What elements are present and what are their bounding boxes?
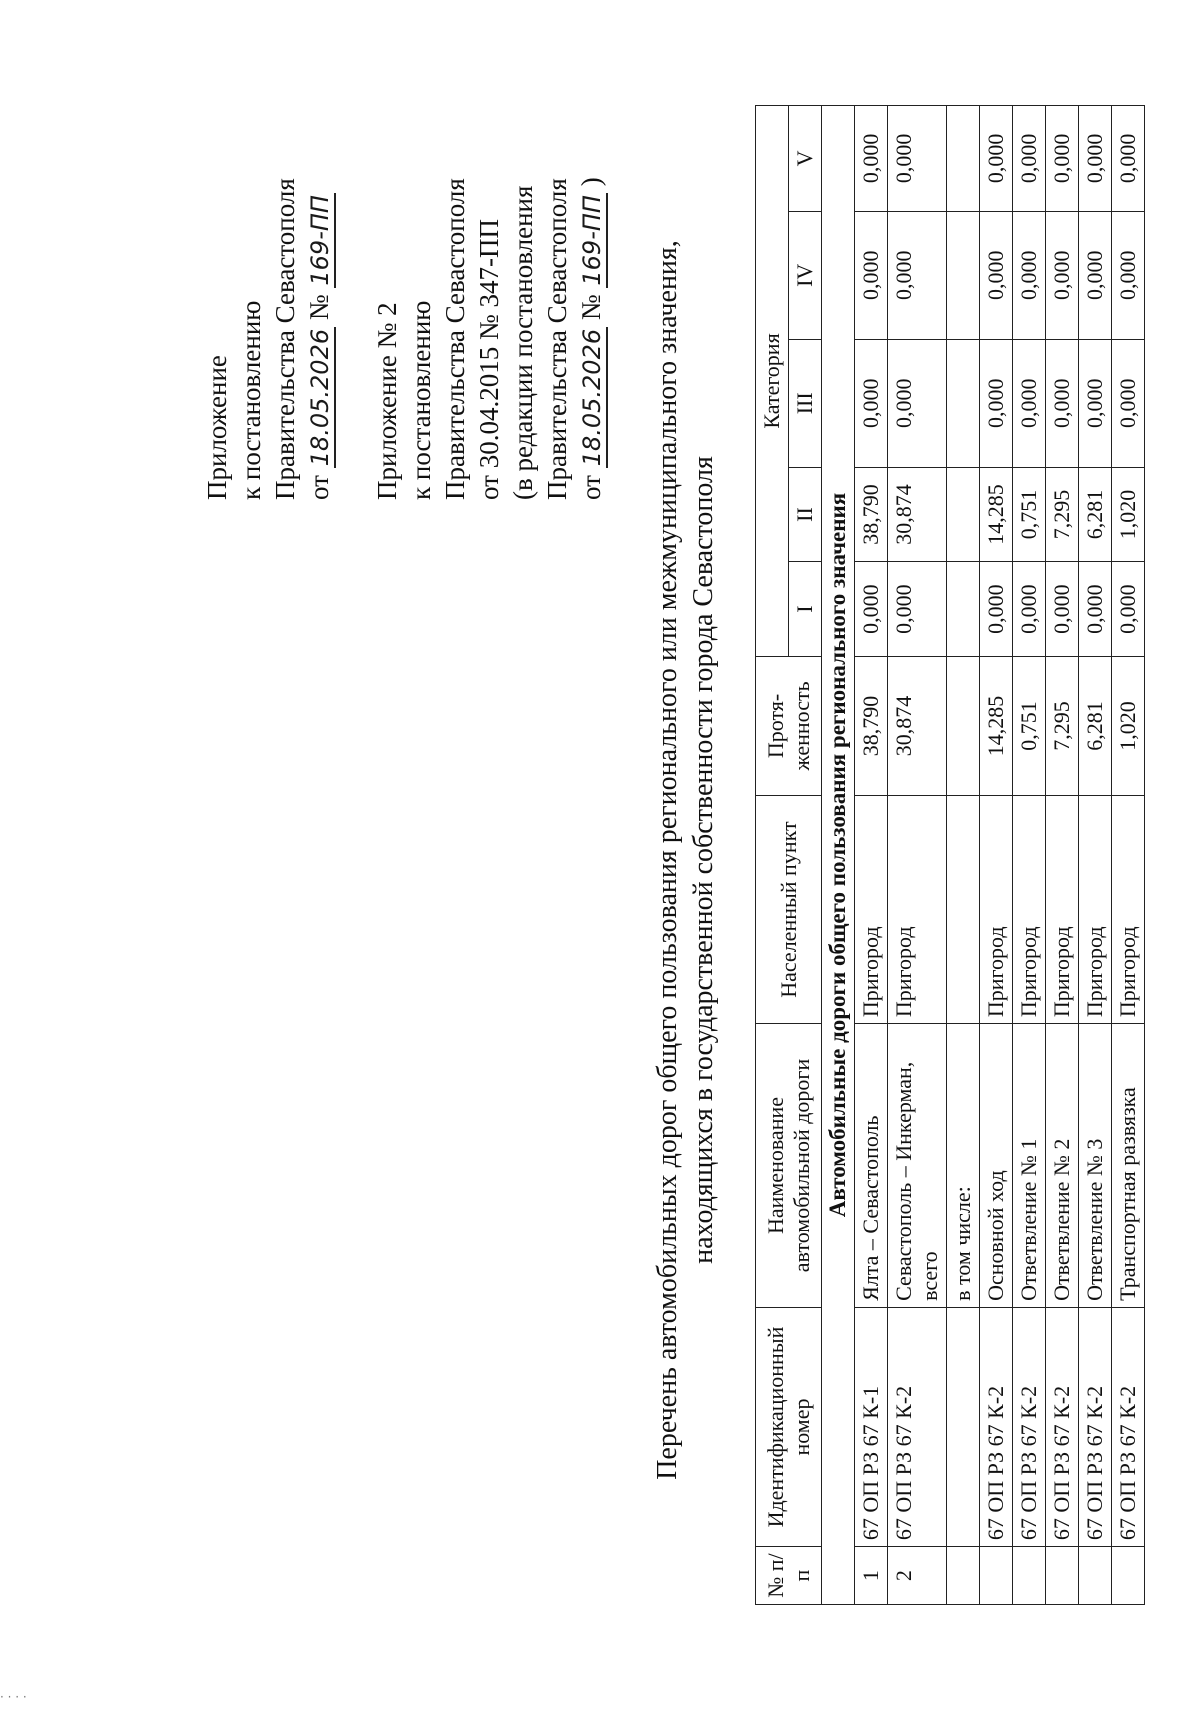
- cell-length: 38,790: [855, 656, 888, 795]
- title-line1: Перечень автомобильных дорог общего пользования регионального или межмуниципального значения,: [652, 240, 683, 1480]
- cell-no: [1079, 1547, 1112, 1605]
- table-header-row: [756, 106, 789, 1605]
- appendix2-line6: Правительства Севастополя: [542, 178, 572, 500]
- cell-length: 0,751: [1013, 656, 1046, 795]
- cell-no: 2: [888, 1547, 947, 1605]
- cell-length: 7,295: [1046, 656, 1079, 795]
- cell-c1: 0,000: [1112, 562, 1145, 657]
- cell-c4: 0,000: [888, 211, 947, 339]
- cell-no: [1046, 1547, 1079, 1605]
- appendix1-line3: Правительства Севастополя: [270, 178, 300, 500]
- table-row: [947, 106, 980, 1605]
- appendix2-date-line: [574, 80, 608, 500]
- cell-name: Транспортная развязка: [1112, 1024, 1145, 1308]
- cell-c5: 0,000: [855, 106, 888, 212]
- cell-c4: 0,000: [980, 211, 1013, 339]
- cell-c1: 0,000: [1046, 562, 1079, 657]
- cell-name: Ответвление № 1: [1013, 1024, 1046, 1308]
- appendix1-handwritten-number: 169-ПП: [306, 195, 334, 286]
- cell-locality: Пригород: [980, 796, 1013, 1024]
- cell-no: 1: [855, 1547, 888, 1605]
- roads-table: [755, 105, 1145, 1605]
- cell-length: 1,020: [1112, 656, 1145, 795]
- cell-c4: 0,000: [1079, 211, 1112, 339]
- cell-c2: 30,874: [888, 467, 947, 562]
- appendix-header: [200, 80, 608, 500]
- cell-c4: 0,000: [855, 211, 888, 339]
- cell-c1: 0,000: [1013, 562, 1046, 657]
- appendix2-line5: (в редакции постановления: [508, 185, 538, 500]
- cell-c3: 0,000: [1013, 339, 1046, 467]
- cell-no: [1112, 1547, 1145, 1605]
- appendix2-handwritten-number: 169-ПП: [578, 195, 606, 286]
- cell-id: 67 ОП РЗ 67 К-2: [1079, 1307, 1112, 1546]
- cell-c3: 0,000: [1112, 339, 1145, 467]
- cell-locality: Пригород: [1013, 796, 1046, 1024]
- cell-locality: Пригород: [1112, 796, 1145, 1024]
- cell-c2: 7,295: [1046, 467, 1079, 562]
- scan-mark: · · · ·: [0, 1690, 27, 1704]
- cell-name: Ответвление № 3: [1079, 1024, 1112, 1308]
- table-row: [1079, 106, 1112, 1605]
- cell-c2: 6,281: [1079, 467, 1112, 562]
- header-cat-2: II: [789, 467, 822, 562]
- cell-c2: 14,285: [980, 467, 1013, 562]
- cell-id: 67 ОП РЗ 67 К-2: [980, 1307, 1013, 1546]
- cell-c4: 0,000: [1046, 211, 1079, 339]
- table-row: [1112, 106, 1145, 1605]
- cell-c3: 0,000: [855, 339, 888, 467]
- cell-c5: 0,000: [980, 106, 1013, 212]
- appendix1-handwritten-date: 18.05.2026: [306, 328, 334, 467]
- cell-id: 67 ОП РЗ 67 К-2: [1112, 1307, 1145, 1546]
- appendix2-num-prefix: №: [576, 294, 606, 321]
- appendix2-line2: к постановлению: [406, 300, 436, 500]
- cell-c3: 0,000: [980, 339, 1013, 467]
- title-line2: находящихся в государственной собственности города Севастополя: [688, 456, 719, 1264]
- cell-locality: Пригород: [888, 796, 947, 1024]
- cell-c5: 0,000: [1112, 106, 1145, 212]
- cell-no: [947, 1547, 980, 1605]
- cell-length: 30,874: [888, 656, 947, 795]
- header-length: Протя- женность: [756, 656, 822, 795]
- cell-c2: 0,751: [1013, 467, 1046, 562]
- table-row: [888, 106, 947, 1605]
- cell-c4: 0,000: [1112, 211, 1145, 339]
- cell-id: 67 ОП РЗ 67 К-2: [1046, 1307, 1079, 1546]
- cell-c3: [947, 339, 980, 467]
- cell-locality: [947, 796, 980, 1024]
- cell-c2: [947, 467, 980, 562]
- cell-no: [1013, 1547, 1046, 1605]
- cell-name: Ответвление № 2: [1046, 1024, 1079, 1308]
- appendix2-handwritten-date: 18.05.2026: [578, 328, 606, 467]
- cell-c5: [947, 106, 980, 212]
- cell-name: Ялта – Севастополь: [855, 1024, 888, 1308]
- appendix1-line1: Приложение: [202, 355, 232, 500]
- appendix2-line3: Правительства Севастополя: [440, 178, 470, 500]
- cell-id: 67 ОП РЗ 67 К-2: [888, 1307, 947, 1546]
- table-row: [980, 106, 1013, 1605]
- section-title: Автомобильные дороги общего пользования регионального значения: [822, 106, 855, 1605]
- cell-c5: 0,000: [1046, 106, 1079, 212]
- cell-c5: 0,000: [1013, 106, 1046, 212]
- cell-no: [980, 1547, 1013, 1605]
- cell-name: Севастополь – Инкерман, всего: [888, 1024, 947, 1308]
- appendix2-line1: Приложение № 2: [372, 302, 402, 500]
- header-cat-3: III: [789, 339, 822, 467]
- cell-c2: 38,790: [855, 467, 888, 562]
- appendix1-date-prefix: от: [304, 475, 334, 500]
- cell-id: [947, 1307, 980, 1546]
- cell-c4: [947, 211, 980, 339]
- appendix2-date-prefix: от: [576, 475, 606, 500]
- table-row: [855, 106, 888, 1605]
- header-id: Идентификационный номер: [756, 1307, 822, 1546]
- cell-c3: 0,000: [1046, 339, 1079, 467]
- document-title: [650, 105, 722, 1615]
- cell-c5: 0,000: [1079, 106, 1112, 212]
- header-locality: Населенный пункт: [756, 796, 822, 1024]
- table-row: [1013, 106, 1046, 1605]
- cell-c4: 0,000: [1013, 211, 1046, 339]
- appendix1-line2: к постановлению: [236, 300, 266, 500]
- cell-name: в том числе:: [947, 1024, 980, 1308]
- header-name: Наименование автомобильной дороги: [756, 1024, 822, 1308]
- cell-id: 67 ОП РЗ 67 К-1: [855, 1307, 888, 1546]
- cell-c1: 0,000: [980, 562, 1013, 657]
- cell-c5: 0,000: [888, 106, 947, 212]
- header-cat-5: V: [789, 106, 822, 212]
- header-cat-4: IV: [789, 211, 822, 339]
- appendix1-date-line: [302, 80, 336, 500]
- cell-length: [947, 656, 980, 795]
- cell-c1: [947, 562, 980, 657]
- cell-locality: Пригород: [855, 796, 888, 1024]
- cell-c1: 0,000: [888, 562, 947, 657]
- cell-length: 14,285: [980, 656, 1013, 795]
- table-row: [1046, 106, 1079, 1605]
- cell-c2: 1,020: [1112, 467, 1145, 562]
- cell-c1: 0,000: [1079, 562, 1112, 657]
- cell-length: 6,281: [1079, 656, 1112, 795]
- cell-id: 67 ОП РЗ 67 К-2: [1013, 1307, 1046, 1546]
- section-row: [822, 106, 855, 1605]
- cell-locality: Пригород: [1046, 796, 1079, 1024]
- cell-c3: 0,000: [888, 339, 947, 467]
- cell-c3: 0,000: [1079, 339, 1112, 467]
- appendix2-close-paren: ): [576, 177, 606, 187]
- header-no: № п/п: [756, 1547, 822, 1605]
- cell-name: Основной ход: [980, 1024, 1013, 1308]
- appendix1-num-prefix: №: [304, 294, 334, 321]
- header-cat-1: I: [789, 562, 822, 657]
- appendix2-line4: от 30.04.2015 № 347-ПП: [474, 219, 504, 500]
- cell-c1: 0,000: [855, 562, 888, 657]
- cell-locality: Пригород: [1079, 796, 1112, 1024]
- header-category: Категория: [756, 106, 789, 657]
